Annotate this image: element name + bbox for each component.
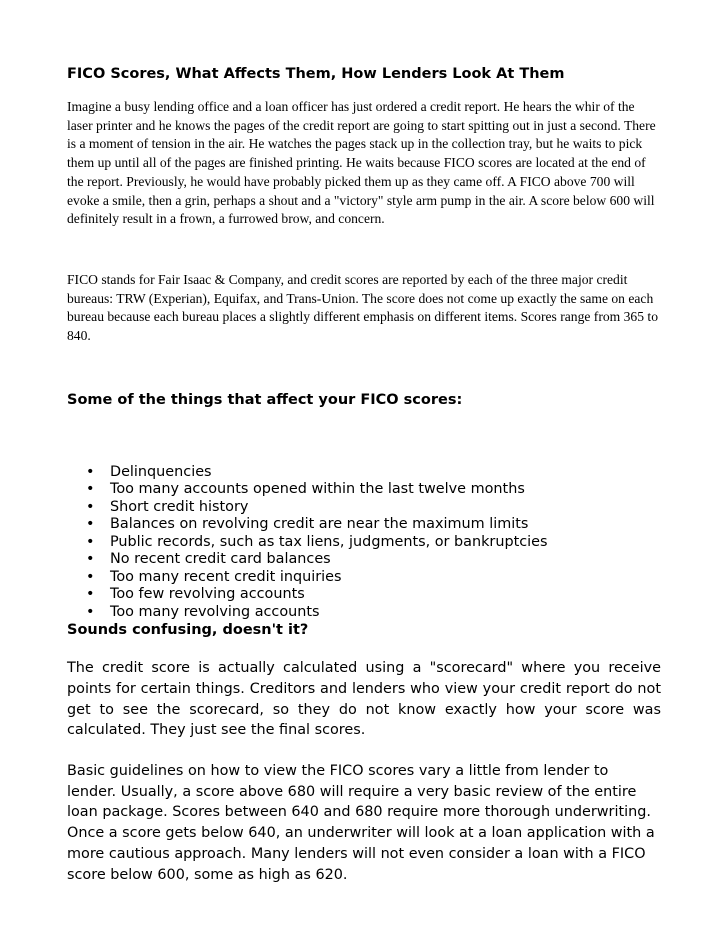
bullet-icon: •	[86, 568, 95, 585]
list-item	[67, 551, 661, 569]
scorecard-paragraph: The credit score is actually calculated using a "scorecard" where you receive points for certain things. Creditors and lenders who view your credit report do not get to see the scorecard, so they do not know exactly how your score was calculated. They just see the final scores.	[67, 660, 661, 739]
bullet-icon: •	[86, 533, 95, 550]
list-item-text: Short credit history	[110, 498, 249, 515]
bullet-icon: •	[86, 498, 95, 515]
fico-definition-paragraph: FICO stands for Fair Isaac & Company, and credit scores are reported by each of the three major credit bureaus: TRW (Experian), Equifax, and Trans-Union. The score does not come up exactly the same on each bureau because each bureau places a slightly different emphasis on different items. Scores range from 365 to 840.	[67, 271, 658, 344]
list-item-text: Too many revolving accounts	[110, 603, 320, 620]
list-item-text: No recent credit card balances	[110, 551, 331, 568]
bullet-icon: •	[86, 516, 95, 533]
list-item-text: Delinquencies	[110, 463, 212, 480]
document-title: FICO Scores, What Affects Them, How Lenders Look At Them	[67, 66, 565, 82]
list-item-text: Too many accounts opened within the last twelve months	[110, 481, 525, 498]
factors-heading: Some of the things that affect your FICO scores:	[67, 391, 463, 408]
list-item-text: Too many recent credit inquiries	[110, 568, 342, 585]
list-item	[67, 534, 661, 552]
list-item-text: Public records, such as tax liens, judgments, or bankruptcies	[110, 533, 548, 550]
bullet-icon: •	[86, 551, 95, 568]
list-item	[67, 464, 661, 482]
bullet-icon: •	[86, 481, 95, 498]
guidelines-paragraph: Basic guidelines on how to view the FICO scores vary a little from lender to lender. Usually, a score above 680 will require a very basic review of the entire loan package. Scores between 640 and 680 require more thorough underwriting. Once a score gets below 640, an underwriter will look at a loan application with a more cautious approach. Many lenders will not even consider a loan with a FICO score below 600, some as high as 620.	[67, 763, 655, 883]
list-item	[67, 569, 661, 587]
document-page	[67, 64, 661, 885]
list-item	[67, 516, 661, 534]
list-item-text: Balances on revolving credit are near the maximum limits	[110, 516, 529, 533]
factors-list	[67, 464, 661, 622]
bullet-icon: •	[86, 603, 95, 620]
list-item	[67, 586, 661, 604]
list-item-text: Too few revolving accounts	[110, 586, 305, 603]
confusing-heading: Sounds confusing, doesn't it?	[67, 622, 309, 639]
list-item	[67, 604, 661, 622]
bullet-icon: •	[86, 586, 95, 603]
intro-paragraph: Imagine a busy lending office and a loan officer has just ordered a credit report. He hears the whir of the laser printer and he knows the pages of the credit report are going to start spitting out in just a second. There is a moment of tension in the air. He watches the pages stack up in the collection tray, but he waits to pick them up until all of the pages are finished printing. He waits because FICO scores are located at the end of the report. Previously, he would have probably picked them up as they came off. A FICO above 700 will evoke a smile, then a grin, perhaps a shout and a "victory" style arm pump in the air. A score below 600 will definitely result in a frown, a furrowed brow, and concern.	[67, 99, 656, 227]
list-item	[67, 499, 661, 517]
list-item	[67, 481, 661, 499]
bullet-icon: •	[86, 463, 95, 480]
